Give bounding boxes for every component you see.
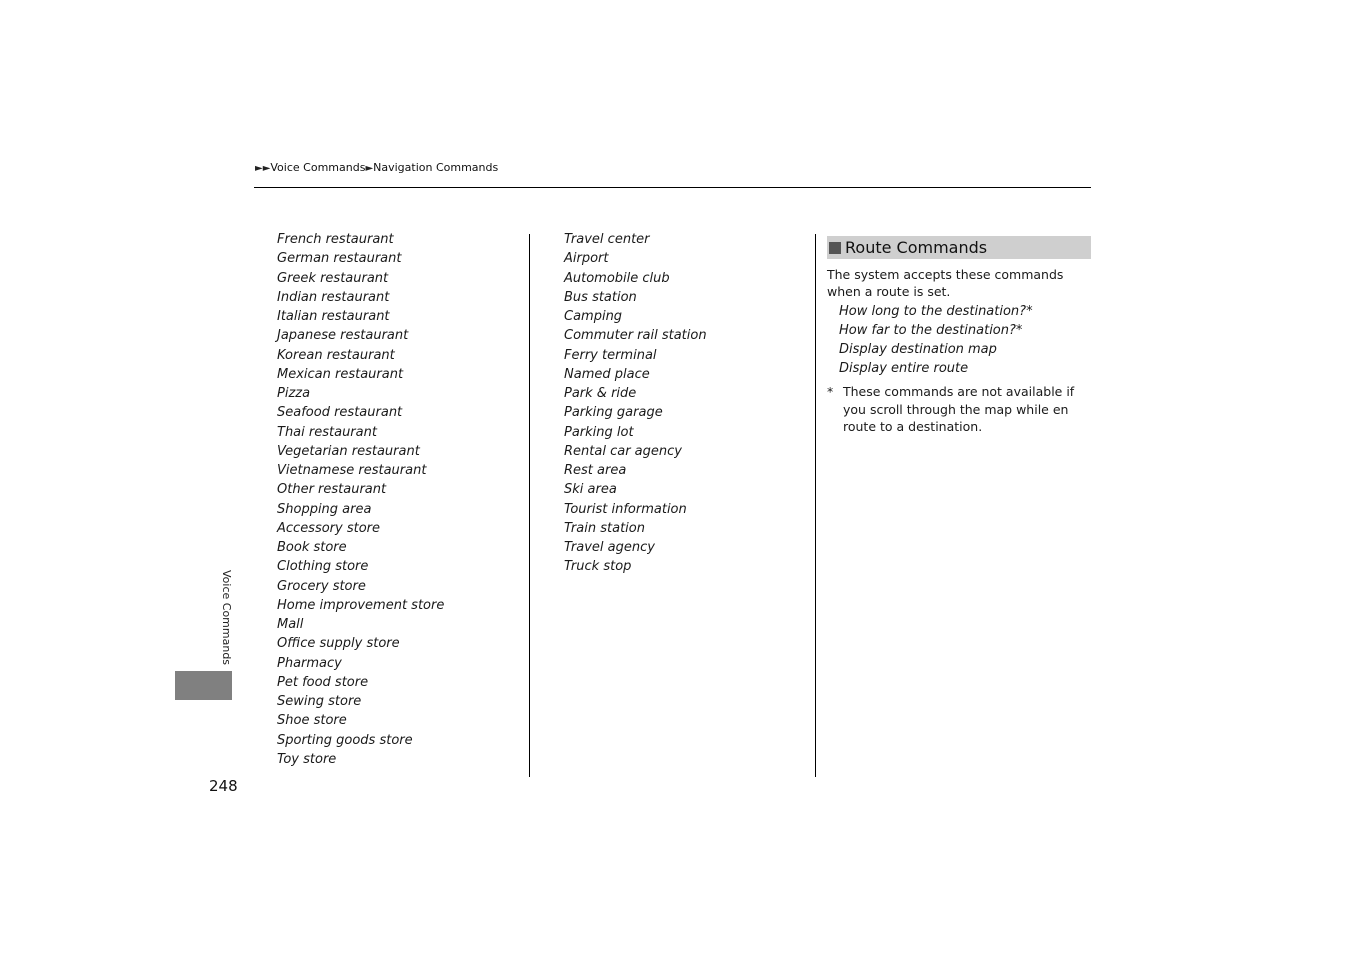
header-rule: [254, 187, 1091, 188]
poi-category-item: Indian restaurant: [277, 289, 390, 305]
poi-category-item: Vegetarian restaurant: [277, 443, 420, 459]
poi-category-item: Rental car agency: [564, 443, 682, 459]
route-commands-title: Route Commands: [845, 238, 988, 257]
poi-category-item: Truck stop: [564, 559, 632, 575]
poi-category-item: Greek restaurant: [277, 270, 389, 286]
poi-category-item: Bus station: [564, 289, 637, 305]
breadcrumb-separator-icon: ►: [365, 163, 374, 174]
poi-category-item: Airport: [564, 251, 609, 267]
footnote-text: These commands are not available if you scroll through the map while en route to a destination.: [843, 384, 1075, 434]
poi-category-item: Korean restaurant: [277, 347, 395, 363]
footnote-mark: *: [827, 384, 834, 399]
poi-category-item: Camping: [564, 309, 623, 324]
route-command-item: Display entire route: [839, 361, 969, 376]
poi-category-item: Tourist information: [564, 501, 687, 517]
poi-category-item: Ski area: [564, 482, 617, 498]
poi-category-item: Toy store: [277, 751, 337, 767]
chapter-tab: [175, 671, 232, 700]
poi-category-item: German restaurant: [277, 251, 402, 267]
poi-category-item: Office supply store: [277, 636, 400, 652]
poi-category-item: French restaurant: [277, 232, 394, 247]
poi-category-item: Accessory store: [277, 520, 381, 536]
page-number: 248: [209, 777, 238, 795]
poi-category-item: Travel center: [564, 232, 650, 247]
poi-category-item: Grocery store: [277, 578, 366, 594]
poi-category-item: Book store: [277, 540, 347, 555]
route-command-item: How far to the destination?*: [839, 323, 1023, 338]
side-chapter-label: Voice Commands: [220, 570, 233, 666]
poi-category-list-2: [564, 230, 707, 577]
poi-category-item: Home improvement store: [277, 597, 445, 613]
section-square-icon: [829, 242, 841, 254]
poi-category-item: Shoe store: [277, 713, 347, 729]
breadcrumb: [255, 161, 498, 174]
breadcrumb-section[interactable]: Voice Commands: [270, 161, 366, 174]
poi-category-item: Travel agency: [564, 540, 655, 555]
poi-category-item: Ferry terminal: [564, 347, 657, 363]
route-commands-intro: The system accepts these commands when a route is set.: [827, 267, 1064, 299]
poi-category-item: Pharmacy: [277, 655, 342, 671]
breadcrumb-arrows-icon: ►►: [255, 163, 271, 174]
poi-category-item: Japanese restaurant: [277, 328, 409, 344]
poi-category-item: Mexican restaurant: [277, 366, 404, 382]
poi-category-item: Train station: [564, 520, 645, 536]
column-divider: [815, 234, 816, 777]
poi-category-item: Parking garage: [564, 405, 663, 421]
poi-category-item: Thai restaurant: [277, 424, 377, 440]
poi-category-item: Mall: [277, 617, 304, 632]
route-command-item: Display destination map: [839, 342, 997, 357]
poi-category-item: Other restaurant: [277, 482, 387, 498]
footnote: [827, 383, 1089, 436]
poi-category-item: Clothing store: [277, 559, 369, 575]
poi-category-item: Italian restaurant: [277, 309, 390, 324]
poi-category-item: Vietnamese restaurant: [277, 463, 427, 478]
poi-category-item: Park & ride: [564, 386, 637, 401]
route-command-list: [839, 302, 1033, 378]
poi-category-item: Shopping area: [277, 501, 372, 517]
poi-category-item: Rest area: [564, 463, 627, 478]
poi-category-item: Pet food store: [277, 674, 369, 690]
poi-category-item: Parking lot: [564, 424, 634, 440]
poi-category-item: Seafood restaurant: [277, 405, 403, 421]
route-commands-header: [827, 236, 1091, 259]
poi-category-item: Commuter rail station: [564, 328, 707, 344]
breadcrumb-subsection[interactable]: Navigation Commands: [373, 161, 499, 174]
route-command-item: How long to the destination?*: [839, 304, 1033, 319]
poi-category-item: Sewing store: [277, 694, 362, 709]
poi-category-list-1: [277, 230, 444, 769]
poi-category-item: Automobile club: [564, 270, 670, 286]
poi-category-item: Pizza: [277, 386, 311, 401]
poi-category-item: Sporting goods store: [277, 732, 413, 748]
column-divider: [529, 234, 530, 777]
poi-category-item: Named place: [564, 366, 650, 382]
